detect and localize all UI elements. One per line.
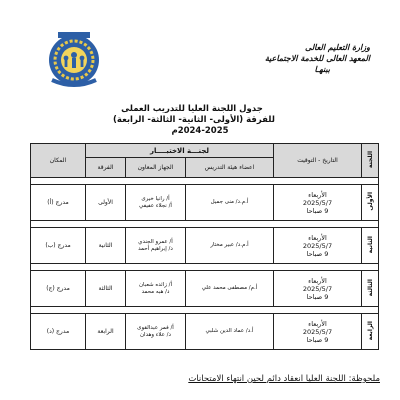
committee-cell: الرابعة [362,314,379,350]
assistant-cell: أ/ عمرو الجندي د/ إبراهيم أحمد [126,228,186,264]
faculty-cell: أ.م.د/ منى جميل [186,185,274,221]
place-cell: مدرج (د) [31,314,86,350]
table-row [31,185,379,221]
ministry-name: وزارة التعليم العالى [305,42,370,52]
header-year: الفرقة [86,158,126,178]
institute-logo [44,32,104,90]
table-row [31,314,379,350]
table-row [31,228,379,264]
place-cell: مدرج (أ) [31,185,86,221]
datetime-cell: الأربعاء 2025/5/7 9 صباحا [274,228,362,264]
institute-name: المعهد العالى للخدمة الاجتماعية [264,53,370,63]
city-name: ببنهـا [314,64,330,74]
header-committee: اللجنة [362,144,379,178]
header-datetime: التاريخ - التوقيت [274,144,362,178]
title-line-1: جدول اللجنة العليا للتدريب العملى [121,104,263,114]
table-row [31,271,379,307]
committee-cell: الأولى [362,185,379,221]
faculty-cell: أ.د/ عماد الدين شلبي [186,314,274,350]
datetime-cell: الأربعاء 2025/5/7 9 صباحا [274,271,362,307]
header-faculty: اعضاء هيئة التدريس [186,158,274,178]
year-cell: الرابعة [86,314,126,350]
header-exam-committee: لجنـــة الاختبــــار [86,144,274,158]
place-cell: مدرج (ج) [31,271,86,307]
schedule-table-container [30,143,378,365]
faculty-cell: أ.م/ مصطفى محمد علي [186,271,274,307]
institution-header [220,42,370,75]
title-line-2: للفرقة (الأولى- الثانية- الثالثة- الرابعة) [113,115,275,125]
schedule-title [60,104,340,137]
header-row-1 [31,144,379,158]
header-place: المكان [31,144,86,178]
datetime-cell: الأربعاء 2025/5/7 9 صباحا [274,185,362,221]
year-cell: الثالثة [86,271,126,307]
assistant-cell: أ/ فمر عبدالقوى د/ علاء وهدان [126,314,186,350]
header-assistant: الجهاز المعاون [126,158,186,178]
assistant-cell: أ/ زائده شعبان د/ هبه محمد [126,271,186,307]
title-line-3: 2024-2025م [171,126,229,136]
footnote: ملحوظة: اللجنة العليا انعقاد دائم لحين انتهاء الامتحانات [188,374,380,384]
year-cell: الأولى [86,185,126,221]
datetime-cell: الأربعاء 2025/5/7 9 صباحا [274,314,362,350]
faculty-cell: أ.م.د/ عبير مختار [186,228,274,264]
assistant-cell: أ/ رانيا خيرى أ/ نجلاء عفيفي [126,185,186,221]
committee-cell: الثالثة [362,271,379,307]
place-cell: مدرج (ب) [31,228,86,264]
committee-cell: الثانية [362,228,379,264]
schedule-table [30,143,379,350]
year-cell: الثانية [86,228,126,264]
